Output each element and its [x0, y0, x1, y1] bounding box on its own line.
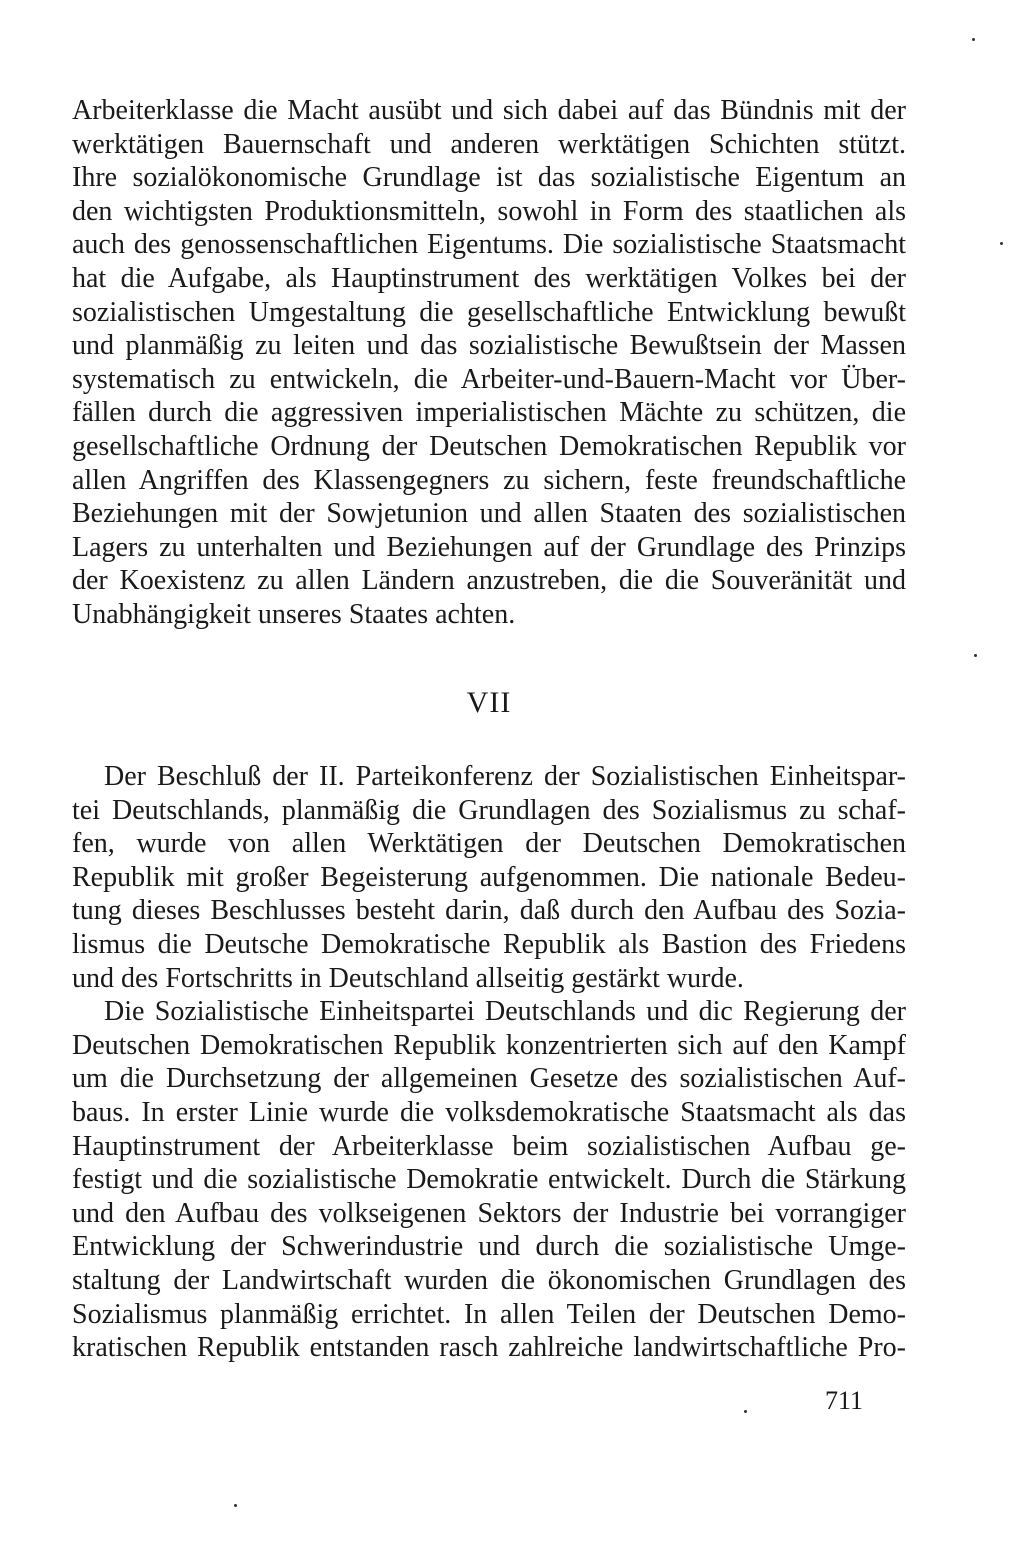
text-line: fen, wurde von allen Werktätigen der Deutschen Demokratischen	[72, 828, 906, 860]
text-line: der Koexistenz zu allen Ländern anzustreben, die die Souveränität und	[72, 565, 906, 597]
section-heading: VII	[466, 686, 512, 719]
text-line: staltung der Landwirtschaft wurden die ökonomischen Grundlagen des	[72, 1264, 906, 1296]
text-line: Ihre sozialökonomische Grundlage ist das sozialistische Eigentum an	[72, 162, 906, 194]
text-line: Die Sozialistische Einheitspartei Deutschlands und dic Regierung der	[104, 996, 906, 1028]
text-line: und des Fortschritts in Deutschland allseitig gestärkt wurde.	[72, 962, 744, 994]
text-line: systematisch zu entwickeln, die Arbeiter-und-Bauern-Macht vor Über-	[72, 363, 906, 395]
text-line: allen Angriffen des Klassengegners zu sichern, feste freundschaftliche	[72, 464, 906, 496]
scan-speck	[234, 1504, 237, 1507]
paragraph-2	[72, 760, 906, 995]
scan-speck	[744, 1410, 747, 1413]
text-line: Unabhängigkeit unseres Staates achten.	[72, 598, 516, 630]
text-line: festigt und die sozialistische Demokratie entwickelt. Durch die Stärkung	[72, 1164, 906, 1196]
paragraph-1	[72, 94, 906, 632]
text-line: kratischen Republik entstanden rasch zahlreiche landwirtschaftliche Pro-	[72, 1332, 906, 1364]
scan-speck	[1000, 242, 1003, 245]
text-line: den wichtigsten Produktionsmitteln, sowohl in Form des staatlichen als	[72, 195, 906, 227]
text-line: Republik mit großer Begeisterung aufgenommen. Die nationale Bedeu-	[72, 861, 906, 893]
text-line: auch des genossenschaftlichen Eigentums. Die sozialistische Staatsmacht	[72, 229, 906, 261]
text-line: um die Durchsetzung der allgemeinen Gesetze des sozialistischen Auf-	[72, 1063, 906, 1095]
text-line: hat die Aufgabe, als Hauptinstrument des werktätigen Volkes bei der	[72, 262, 906, 294]
text-line: und planmäßig zu leiten und das sozialistische Bewußtsein der Massen	[72, 330, 906, 362]
text-line: Lagers zu unterhalten und Beziehungen auf der Grundlage des Prinzips	[72, 531, 906, 563]
text-line: fällen durch die aggressiven imperialistischen Mächte zu schützen, die	[72, 397, 906, 429]
section-body	[72, 760, 906, 1365]
scan-speck	[974, 654, 977, 657]
text-line: tung dieses Beschlusses besteht darin, daß durch den Aufbau des Sozia-	[72, 895, 906, 927]
paragraph-3	[72, 995, 906, 1365]
text-line: Hauptinstrument der Arbeiterklasse beim sozialistischen Aufbau ge-	[72, 1130, 906, 1162]
text-line: tei Deutschlands, planmäßig die Grundlagen des Sozialismus zu schaf-	[72, 794, 906, 826]
text-line: lismus die Deutsche Demokratische Republik als Bastion des Friedens	[72, 928, 906, 960]
text-line: Der Beschluß der II. Parteikonferenz der Sozialistischen Einheitspar-	[104, 761, 906, 792]
text-line: Deutschen Demokratischen Republik konzentrierten sich auf den Kampf	[72, 1029, 906, 1061]
text-line: gesellschaftliche Ordnung der Deutschen Demokratischen Republik vor	[72, 430, 906, 462]
text-line: Entwicklung der Schwerindustrie und durch die sozialistische Umge-	[72, 1231, 906, 1263]
text-line: Sozialismus planmäßig errichtet. In allen Teilen der Deutschen Demo-	[72, 1298, 906, 1330]
text-line: und den Aufbau des volkseigenen Sektors der Industrie bei vorrangiger	[72, 1197, 906, 1229]
page-number: 711	[825, 1386, 864, 1415]
text-line: Arbeiterklasse die Macht ausübt und sich dabei auf das Bündnis mit der	[72, 95, 906, 126]
text-line: Beziehungen mit der Sowjetunion und allen Staaten des sozialistischen	[72, 498, 906, 530]
text-line: sozialistischen Umgestaltung die gesellschaftliche Entwicklung bewußt	[72, 296, 906, 328]
scan-speck	[972, 38, 975, 41]
text-line: werktätigen Bauernschaft und anderen werktätigen Schichten stützt.	[72, 128, 906, 160]
text-line: baus. In erster Linie wurde die volksdemokratische Staatsmacht als das	[72, 1096, 906, 1128]
